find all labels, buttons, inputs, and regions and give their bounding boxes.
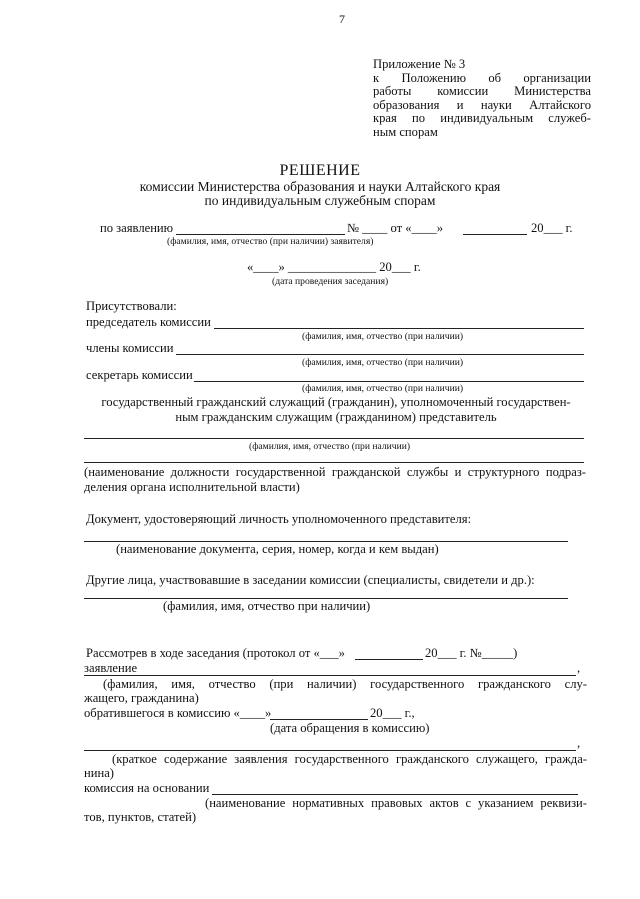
appendix-line: к Положению об организации bbox=[373, 70, 591, 85]
comma: , bbox=[577, 736, 581, 750]
comma: , bbox=[577, 661, 581, 675]
acts-caption-line: (наименование нормативных правовых актов с указанием реквизи- bbox=[205, 796, 587, 810]
members-caption: (фамилия, имя, отчество (при наличии) bbox=[302, 357, 464, 368]
secretary-caption: (фамилия, имя, отчество (при наличии) bbox=[302, 383, 464, 394]
statement-line[interactable] bbox=[84, 675, 576, 676]
civil-servant-line: ным гражданским служащим (гражданином) представитель bbox=[175, 410, 497, 424]
appendix-line: работы комиссии Министерства bbox=[373, 84, 591, 99]
statement-caption bbox=[103, 677, 587, 692]
statement-caption-line: жащего, гражданина) bbox=[84, 691, 199, 705]
applied-date-line[interactable] bbox=[270, 719, 368, 720]
appendix-line: края по индивидуальным служеб- bbox=[373, 111, 591, 126]
document-title: РЕШЕНИЕ bbox=[279, 162, 361, 179]
summary-caption-line: нина) bbox=[84, 766, 115, 780]
document-subtitle: по индивидуальным служебным спорам bbox=[204, 193, 436, 208]
application-number-label: № ____ от «____» bbox=[347, 221, 444, 235]
document-caption: (наименование документа, серия, номер, когда и кем выдан) bbox=[116, 542, 439, 556]
application-prefix: по заявлению bbox=[100, 221, 174, 235]
position-caption-line: (наименование должности государственной гражданской службы и структурного подраз- bbox=[84, 465, 586, 479]
secretary-label: секретарь комиссии bbox=[86, 368, 193, 382]
document-label: Документ, удостоверяющий личность уполномоченного представителя: bbox=[86, 512, 472, 526]
applicant-name-line[interactable] bbox=[176, 234, 345, 235]
protocol-year-number: 20___ г. №_____) bbox=[425, 646, 518, 660]
secretary-name-line[interactable] bbox=[194, 381, 584, 382]
meeting-date-caption: (дата проведения заседания) bbox=[272, 276, 389, 287]
present-heading: Присутствовали: bbox=[86, 299, 177, 313]
chairman-label: председатель комиссии bbox=[86, 315, 211, 329]
summary-caption-line: (краткое содержание заявления государственного гражданского служащего, гражда- bbox=[112, 752, 587, 766]
statement-label: заявление bbox=[84, 661, 138, 675]
position-line[interactable] bbox=[84, 462, 584, 463]
appendix-line: Приложение № 3 bbox=[373, 57, 466, 71]
others-label: Другие лица, участвовавшие в заседании комиссии (специалисты, свидетели и др.): bbox=[86, 573, 535, 587]
summary-line[interactable] bbox=[84, 750, 576, 751]
others-caption: (фамилия, имя, отчество при наличии) bbox=[163, 599, 371, 613]
acts-caption-line: тов, пунктов, статей) bbox=[84, 810, 197, 824]
representative-name-line[interactable] bbox=[84, 438, 584, 439]
basis-line[interactable] bbox=[212, 794, 578, 795]
page-number: 7 bbox=[339, 12, 345, 26]
acts-caption bbox=[205, 796, 587, 811]
summary-caption bbox=[112, 752, 587, 767]
application-month-line[interactable] bbox=[463, 234, 527, 235]
chairman-name-line[interactable] bbox=[214, 328, 584, 329]
position-caption bbox=[84, 465, 586, 495]
basis-label: комиссия на основании bbox=[84, 781, 210, 795]
civil-servant-line: государственный гражданский служащий (гражданин), уполномоченный государствен- bbox=[101, 395, 571, 409]
members-label: члены комиссии bbox=[86, 341, 174, 355]
applied-label: обратившегося в комиссию «____» bbox=[84, 706, 272, 720]
appendix-line: образования и науки Алтайского bbox=[373, 97, 591, 112]
civil-servant-text bbox=[86, 395, 586, 425]
protocol-date-line[interactable] bbox=[355, 659, 423, 660]
applied-year: 20___ г., bbox=[370, 706, 415, 720]
representative-caption: (фамилия, имя, отчество (при наличии) bbox=[249, 441, 411, 452]
statement-caption-line: (фамилия, имя, отчество (при наличии) государственного гражданского слу- bbox=[103, 677, 587, 691]
members-name-line[interactable] bbox=[176, 354, 584, 355]
considered-text: Рассмотрев в ходе заседания (протокол от «___» bbox=[86, 646, 345, 660]
appendix-block bbox=[373, 58, 591, 140]
chairman-caption: (фамилия, имя, отчество (при наличии) bbox=[302, 331, 464, 342]
appendix-line: ным спорам bbox=[373, 124, 438, 139]
applied-caption: (дата обращения в комиссию) bbox=[270, 721, 430, 735]
meeting-date[interactable]: «____» ______________ 20___ г. bbox=[247, 260, 421, 274]
position-caption-line: деления органа исполнительной власти) bbox=[84, 480, 300, 494]
document-subtitle: комиссии Министерства образования и науки Алтайского края bbox=[139, 179, 501, 194]
applicant-caption: (фамилия, имя, отчество (при наличии) заявителя) bbox=[167, 236, 374, 247]
application-year-label: 20___ г. bbox=[531, 221, 573, 235]
